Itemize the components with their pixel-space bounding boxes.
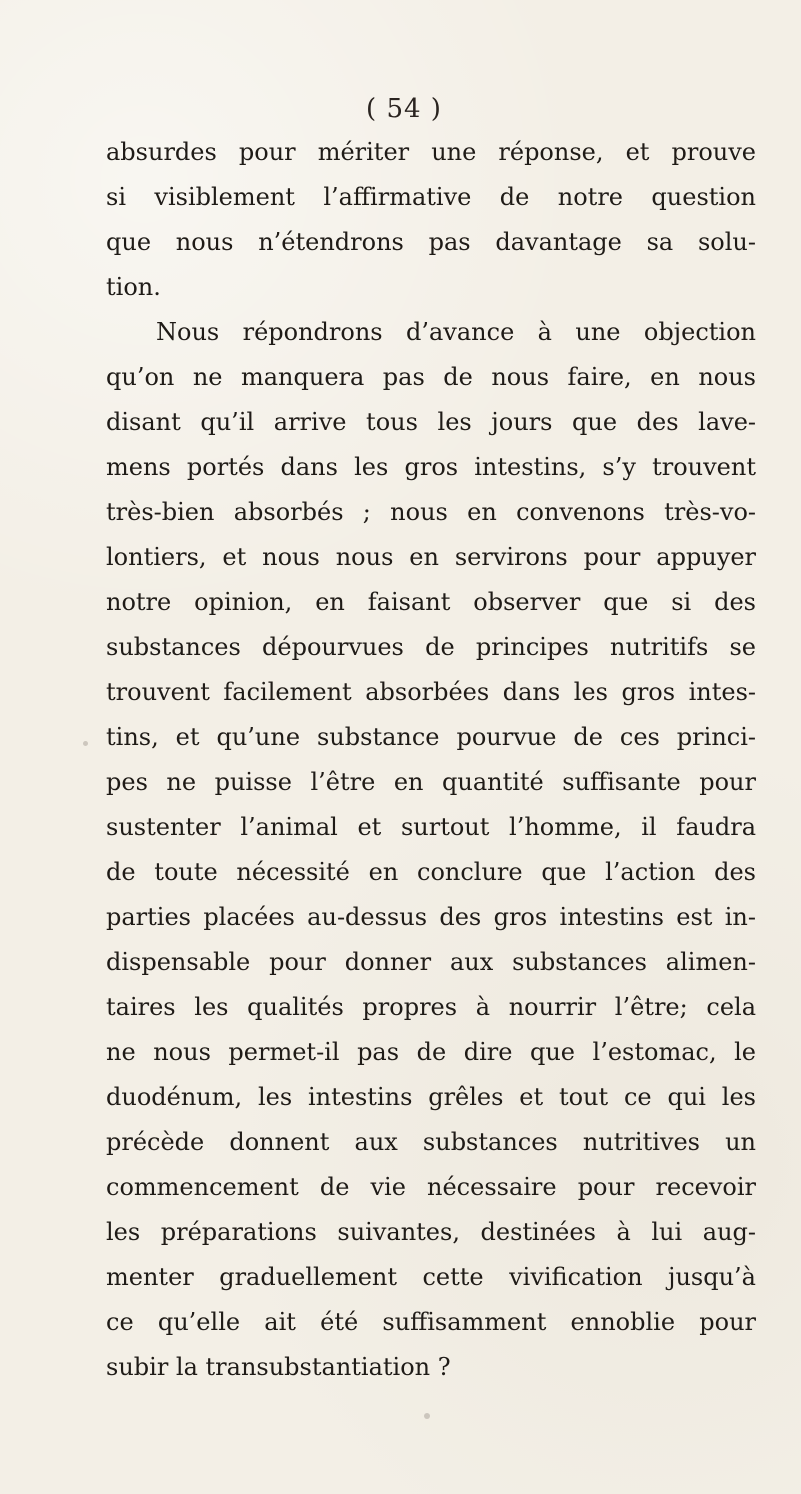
body-text <box>106 130 756 1390</box>
text-line: qu’on ne manquera pas de nous faire, en nous <box>106 363 756 391</box>
text-line: Nous répondrons d’avance à une objection <box>156 318 756 346</box>
paper-speck <box>424 1413 430 1419</box>
text-line: précède donnent aux substances nutritives un <box>106 1128 756 1156</box>
text-line: notre opinion, en faisant observer que si des <box>106 588 756 616</box>
text-line: que nous n’étendrons pas davantage sa solu- <box>106 228 756 256</box>
text-line: subir la transubstantiation ? <box>106 1353 451 1381</box>
text-line: absurdes pour mériter une réponse, et prouve <box>106 138 756 166</box>
text-line: ne nous permet-il pas de dire que l’estomac, le <box>106 1038 756 1066</box>
paper-speck <box>83 741 88 746</box>
text-line: très-bien absorbés ; nous en convenons très-vo- <box>106 498 756 526</box>
text-line: parties placées au-dessus des gros intestins est in- <box>106 903 756 931</box>
text-line: pes ne puisse l’être en quantité suffisante pour <box>106 768 756 796</box>
text-line: mens portés dans les gros intestins, s’y trouvent <box>106 453 756 481</box>
text-line: ce qu’elle ait été suffisamment ennoblie pour <box>106 1308 756 1336</box>
text-line: les préparations suivantes, destinées à lui aug- <box>106 1218 756 1246</box>
text-line: taires les qualités propres à nourrir l’être; cela <box>106 993 756 1021</box>
text-line: lontiers, et nous nous en servirons pour appuyer <box>106 543 756 571</box>
text-line: menter graduellement cette vivification jusqu’à <box>106 1263 756 1291</box>
text-line: sustenter l’animal et surtout l’homme, il faudra <box>106 813 756 841</box>
text-line: de toute nécessité en conclure que l’action des <box>106 858 756 886</box>
text-line: tins, et qu’une substance pourvue de ces princi- <box>106 723 756 751</box>
text-line: trouvent facilement absorbées dans les gros intes- <box>106 678 756 706</box>
text-line: disant qu’il arrive tous les jours que des lave- <box>106 408 756 436</box>
page-number: ( 54 ) <box>366 94 442 124</box>
text-line: dispensable pour donner aux substances alimen- <box>106 948 756 976</box>
text-line: substances dépourvues de principes nutritifs se <box>106 633 756 661</box>
text-line: si visiblement l’affirmative de notre question <box>106 183 756 211</box>
text-line: commencement de vie nécessaire pour recevoir <box>106 1173 756 1201</box>
text-line: tion. <box>106 273 161 301</box>
text-line: duodénum, les intestins grêles et tout ce qui les <box>106 1083 756 1111</box>
